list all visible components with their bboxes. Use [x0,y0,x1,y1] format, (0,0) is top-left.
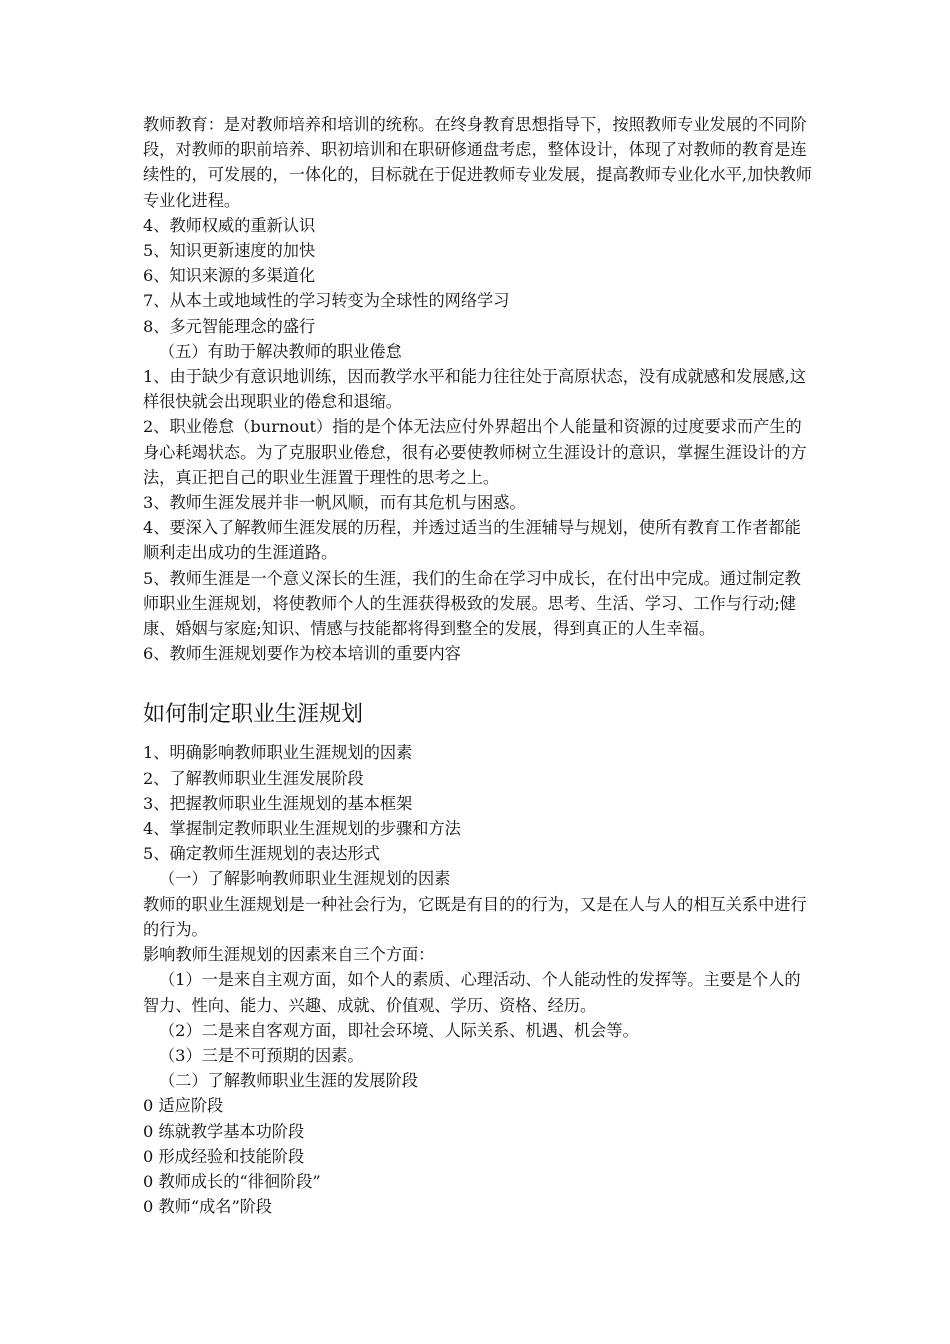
factor-item: （2）二是来自客观方面，即社会环境、人际关系、机遇、机会等。 [159,1020,639,1040]
list-item: 7、从本土或地域性的学习转变为全球性的网络学习 [143,291,510,311]
section-heading: 如何制定职业生涯规划 [143,702,364,728]
teacher-education-definition: 教师教育：是对教师培养和培训的统称。在终身教育思想指导下，按照教师专业发展的不同阶段，对教师的职前培养、职初培训和在职研修通盘考虑，整体设计，体现了对教师的教育是连续性的，可发展的，一体化的，目标就在于促进教师专业发展，提高教师专业化水平,加快教师专业化进程。 [143,115,812,210]
list-item: 6、知识来源的多渠道化 [143,266,316,286]
stage-item: 0 教师“成名”阶段 [143,1197,273,1217]
burnout-point: 6、教师生涯规划要作为校本培训的重要内容 [143,644,461,664]
list-item: 4、教师权威的重新认识 [143,215,316,235]
subheading-stages: （二）了解教师职业生涯的发展阶段 [159,1071,418,1091]
burnout-point: 1、由于缺少有意识地训练，因而教学水平和能力往往处于高原状态，没有成就感和发展感,这样很快就会出现职业的倦怠和退缩。 [143,367,806,412]
stage-item: 0 形成经验和技能阶段 [143,1146,305,1166]
stage-item: 0 适应阶段 [143,1096,224,1116]
paragraph: 教师的职业生涯规划是一种社会行为，它既是有目的的行为，又是在人与人的相互关系中进行的行为。 [143,894,807,939]
factor-item: （3）三是不可预期的因素。 [159,1045,364,1065]
step-item: 1、明确影响教师职业生涯规划的因素 [143,743,413,763]
list-item: 5、知识更新速度的加快 [143,241,316,261]
burnout-point: 3、教师生涯发展并非一帆风顺，而有其危机与困惑。 [143,493,526,513]
step-item: 2、了解教师职业生涯发展阶段 [143,768,364,788]
burnout-point: 4、要深入了解教师生涯发展的历程，并透过适当的生涯辅导与规划，使所有教育工作者都能顺利走出成功的生涯道路。 [143,518,801,563]
document-body [143,112,813,1219]
subheading-burnout: （五）有助于解决教师的职业倦怠 [159,341,402,361]
step-item: 4、掌握制定教师职业生涯规划的步骤和方法 [143,819,461,839]
stage-item: 0 练就教学基本功阶段 [143,1121,305,1141]
step-item: 3、把握教师职业生涯规划的基本框架 [143,793,413,813]
subheading-factors: （一）了解影响教师职业生涯规划的因素 [159,869,451,889]
list-item: 8、多元智能理念的盛行 [143,316,316,336]
burnout-point: 2、职业倦怠（burnout）指的是个体无法应付外界超出个人能量和资源的过度要求而产生的身心耗竭状态。为了克服职业倦怠，很有必要使教师树立生涯设计的意识，掌握生涯设计的方法，真正把自己的职业生涯置于理性的思考之上。 [143,417,807,487]
factor-item: （1）一是来自主观方面，如个人的素质、心理活动、个人能动性的发挥等。主要是个人的智力、性向、能力、兴趣、成就、价值观、学历、资格、经历。 [143,970,801,1015]
stage-item: 0 教师成长的“徘徊阶段” [143,1171,321,1191]
burnout-point: 5、教师生涯是一个意义深长的生涯，我们的生命在学习中成长，在付出中完成。通过制定教师职业生涯规划，将使教师个人的生涯获得极致的发展。思考、生活、学习、工作与行动;健康、婚姻与家庭;知识、情感与技能都将得到整全的发展，得到真正的人生幸福。 [143,568,801,639]
paragraph: 影响教师生涯规划的因素来自三个方面： [143,945,435,965]
step-item: 5、确定教师生涯规划的表达形式 [143,844,380,864]
